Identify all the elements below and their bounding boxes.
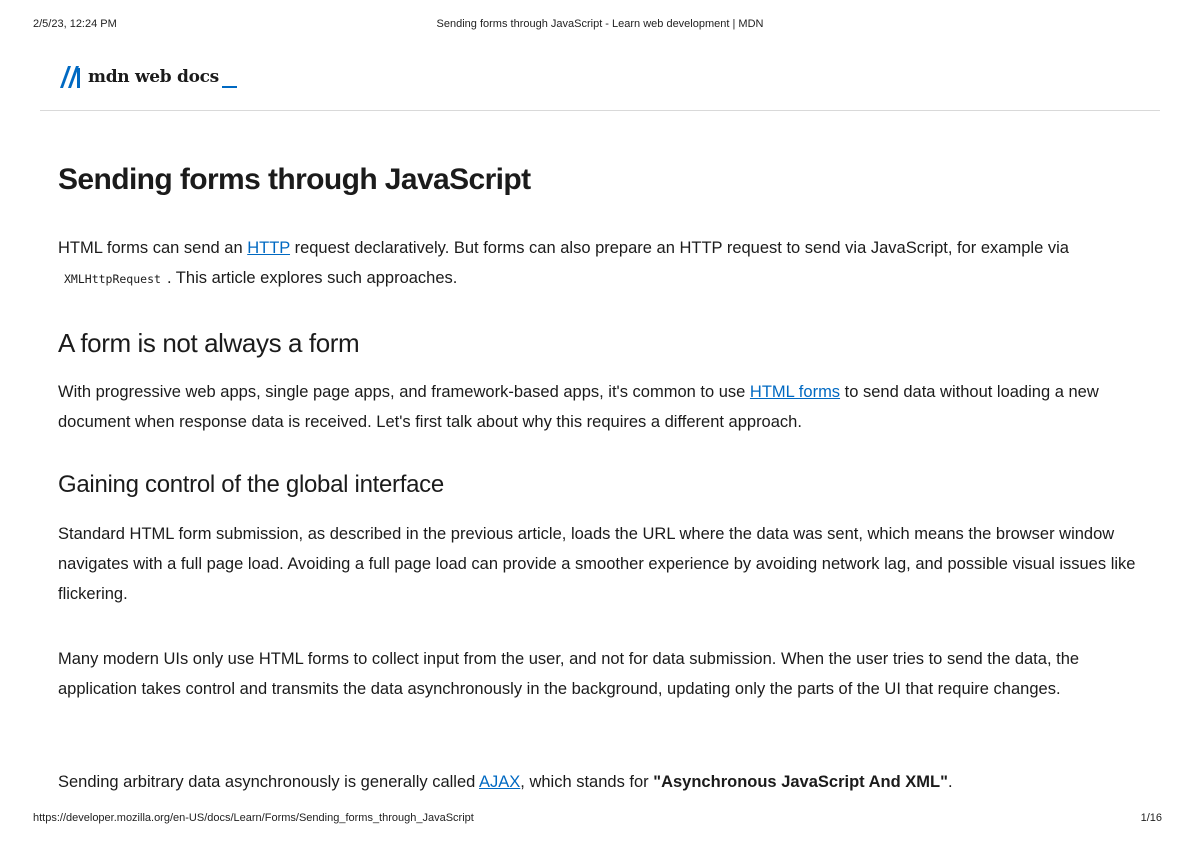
- print-url: https://developer.mozilla.org/en-US/docs/Learn/Forms/Sending_forms_through_JavaScript: [33, 812, 474, 824]
- print-footer: [0, 812, 1200, 830]
- section1-text-2: to send data without loading a new document when response data is received. Let's first talk about why this requires a different approach.: [58, 383, 1099, 431]
- ajax-text-2: , which stands for: [520, 773, 654, 791]
- section1-text-1: With progressive web apps, single page apps, and framework-based apps, it's common to use: [58, 383, 750, 401]
- ajax-text-3: .: [947, 773, 953, 791]
- page-title: Sending forms through JavaScript: [58, 163, 531, 196]
- mdn-logo[interactable]: [58, 62, 237, 92]
- section2-paragraph-1: Standard HTML form submission, as described in the previous article, loads the URL where the data was sent, which means the browser window navigates with a full page load. Avoiding a full page load can provide a smoother experience by avoiding network lag, and possible visual issues like flickering.: [58, 525, 1136, 603]
- intro-text-2: request declaratively. But forms can also prepare an HTTP request to send via JavaScript, for example via: [290, 239, 1069, 257]
- print-header: [0, 18, 1200, 36]
- section-heading-form-not-always: A form is not always a form: [58, 328, 360, 358]
- intro-paragraph: [58, 233, 1150, 294]
- html-forms-link[interactable]: HTML forms: [749, 383, 841, 401]
- xmlhttprequest-code: XMLHttpRequest: [64, 272, 161, 286]
- ajax-link[interactable]: AJAX: [479, 773, 521, 791]
- section2-paragraph-2: Many modern UIs only use HTML forms to collect input from the user, and not for data submission. When the user tries to send the data, the application takes control and transmits the data asynchronously in the background, updating only the parts of the UI that require changes.: [58, 650, 1080, 698]
- intro-text-1: HTML forms can send an: [58, 239, 248, 257]
- section2-paragraph-3: [58, 767, 1150, 797]
- print-page-title: Sending forms through JavaScript - Learn web development | MDN: [436, 18, 764, 30]
- section1-paragraph: [58, 377, 1150, 437]
- http-link[interactable]: HTTP: [247, 239, 290, 257]
- ajax-definition: "Asynchronous JavaScript And XML": [653, 773, 948, 791]
- header-divider: [40, 110, 1160, 111]
- ajax-text-1: Sending arbitrary data asynchronously is generally called: [58, 773, 479, 791]
- mdn-logo-icon: [58, 64, 84, 90]
- logo-cursor: [222, 86, 237, 88]
- logo-text: mdn web docs: [88, 67, 219, 87]
- print-page-number: 1/16: [1140, 812, 1162, 824]
- section-heading-gaining-control: Gaining control of the global interface: [58, 471, 444, 498]
- print-date: 2/5/23, 12:24 PM: [33, 18, 117, 30]
- intro-text-3: . This article explores such approaches.: [166, 269, 458, 287]
